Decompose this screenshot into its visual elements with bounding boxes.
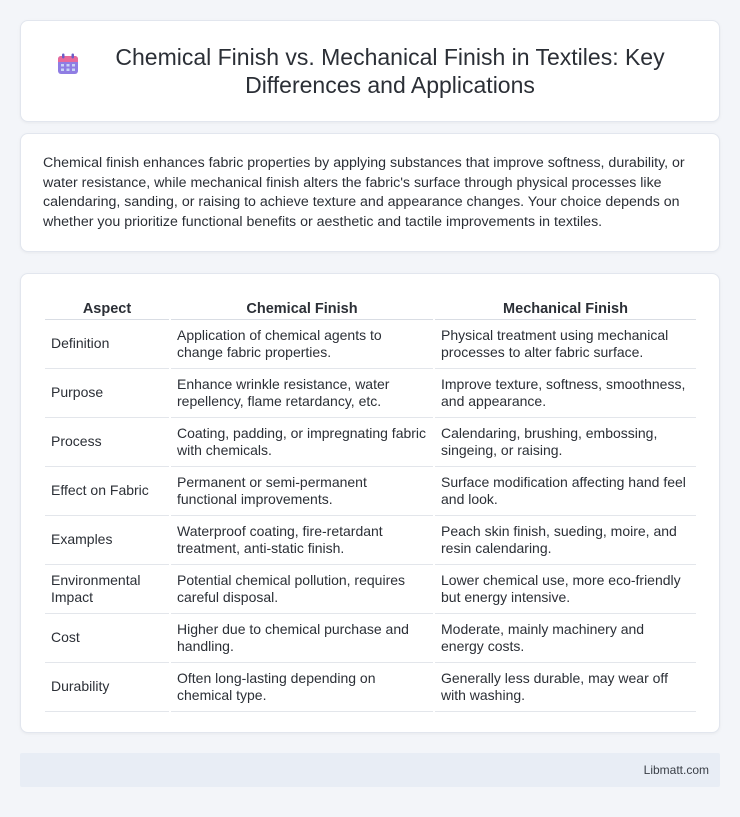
cell-aspect: Purpose [45, 369, 169, 418]
comparison-card [20, 273, 720, 733]
calendar-icon [55, 51, 81, 77]
cell-mechanical: Calendaring, brushing, embossing, singeing, or raising. [435, 418, 696, 467]
table-row [45, 369, 696, 418]
header-chemical-finish: Chemical Finish [171, 296, 433, 320]
footer-site-name: Libmatt.com [643, 763, 709, 777]
header-mechanical-finish: Mechanical Finish [435, 296, 696, 320]
table-row [45, 565, 696, 614]
cell-chemical: Application of chemical agents to change fabric properties. [171, 320, 433, 369]
page-title: Chemical Finish vs. Mechanical Finish in Textiles: Key Differences and Applications [115, 44, 665, 98]
footer [20, 753, 720, 787]
cell-aspect: Examples [45, 516, 169, 565]
cell-mechanical: Moderate, mainly machinery and energy costs. [435, 614, 696, 663]
cell-mechanical: Lower chemical use, more eco-friendly but energy intensive. [435, 565, 696, 614]
intro-card [20, 133, 720, 252]
table-row [45, 467, 696, 516]
cell-chemical: Coating, padding, or impregnating fabric with chemicals. [171, 418, 433, 467]
cell-aspect: Process [45, 418, 169, 467]
table-row [45, 320, 696, 369]
cell-chemical: Often long-lasting depending on chemical type. [171, 663, 433, 712]
title-card [20, 20, 720, 122]
cell-mechanical: Peach skin finish, sueding, moire, and resin calendaring. [435, 516, 696, 565]
intro-paragraph: Chemical finish enhances fabric properties by applying substances that improve softness, durability, or water resistance, while mechanical finish alters the fabric's surface through physical processes like calendaring, sanding, or raising to achieve texture and appearance changes. Your choice depends on whether you prioritize functional benefits or aesthetic and tactile improvements in textiles. [43, 155, 685, 230]
cell-chemical: Waterproof coating, fire-retardant treatment, anti-static finish. [171, 516, 433, 565]
comparison-table [43, 296, 698, 712]
cell-aspect: Effect on Fabric [45, 467, 169, 516]
cell-aspect: Cost [45, 614, 169, 663]
cell-chemical: Permanent or semi-permanent functional improvements. [171, 467, 433, 516]
cell-mechanical: Generally less durable, may wear off with washing. [435, 663, 696, 712]
header-aspect: Aspect [45, 296, 169, 320]
title-wrap [55, 43, 685, 99]
cell-chemical: Higher due to chemical purchase and handling. [171, 614, 433, 663]
table-header-row [45, 296, 696, 320]
cell-chemical: Enhance wrinkle resistance, water repellency, flame retardancy, etc. [171, 369, 433, 418]
cell-mechanical: Surface modification affecting hand feel and look. [435, 467, 696, 516]
cell-aspect: Durability [45, 663, 169, 712]
table-row [45, 516, 696, 565]
cell-mechanical: Physical treatment using mechanical processes to alter fabric surface. [435, 320, 696, 369]
cell-chemical: Potential chemical pollution, requires careful disposal. [171, 565, 433, 614]
cell-mechanical: Improve texture, softness, smoothness, and appearance. [435, 369, 696, 418]
cell-aspect: Definition [45, 320, 169, 369]
table-row [45, 614, 696, 663]
table-row [45, 418, 696, 467]
cell-aspect: Environmental Impact [45, 565, 169, 614]
table-row [45, 663, 696, 712]
